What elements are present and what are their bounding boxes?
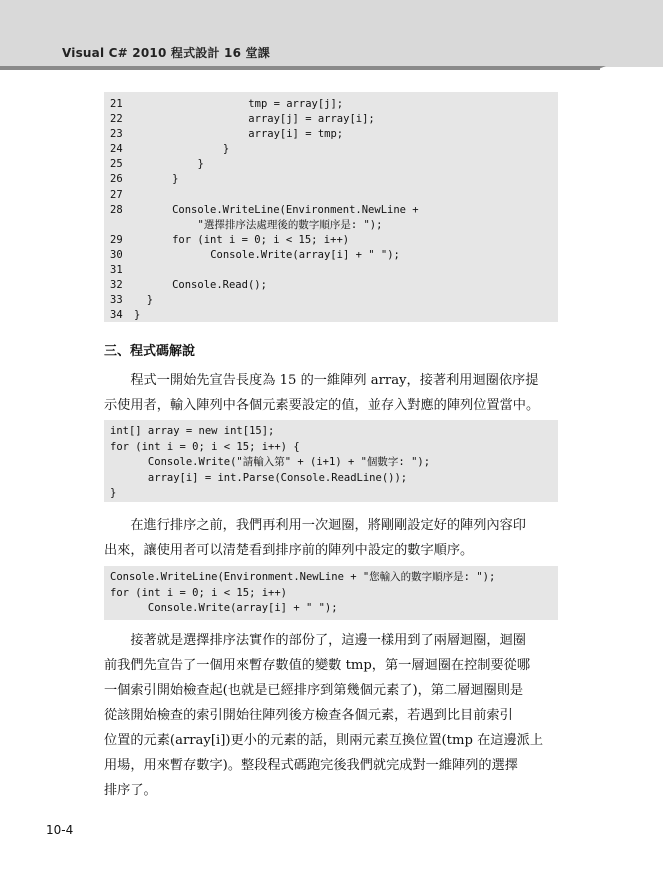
code-line (104, 157, 558, 172)
line-number: 27 (110, 188, 123, 201)
code-line (104, 308, 558, 323)
code-text: array[i] = tmp; (248, 128, 344, 141)
code-line (104, 188, 558, 203)
line-number: 25 (110, 158, 123, 171)
code-line (104, 172, 558, 187)
code-text: } (172, 173, 179, 186)
code-text: Console.Write(array[i] + " "); (210, 248, 400, 261)
line-number: 34 (110, 309, 123, 322)
code-line (104, 293, 558, 308)
code-line (104, 263, 558, 278)
paragraph-line: 接著就是選擇排序法實作的部份了，這邊一樣用到了兩層迴圈，迴圈 (104, 633, 526, 648)
paragraph-line: 用場，用來暫存數字)。整段程式碼跑完後我們就完成對一維陣列的選擇 (104, 758, 518, 773)
code-line: for (int i = 0; i < 15; i++) (110, 586, 288, 599)
code-line: Console.WriteLine(Environment.NewLine + "您輸入的數字順序是: "); (110, 571, 496, 583)
code-text: tmp = array[j]; (248, 98, 344, 110)
code-line: int[] array = new int[15]; (110, 425, 275, 437)
code-text: for (int i = 0; i < 15; i++) (172, 233, 350, 246)
line-number: 24 (110, 143, 123, 156)
line-number: 28 (110, 203, 123, 216)
line-number: 26 (110, 173, 123, 186)
paragraph-line: 出來，讓使用者可以清楚看到排序前的陣列中設定的數字順序。 (104, 543, 474, 558)
code-text: } (197, 158, 204, 171)
code-line (104, 218, 558, 233)
code-line (104, 127, 558, 142)
code-listing (104, 92, 558, 322)
paragraph-line: 從該開始檢查的索引開始往陣列後方檢查各個元素，若遇到比目前索引 (104, 708, 513, 723)
paragraph-line: 前我們先宣告了一個用來暫存數值的變數 tmp，第一層迴圈在控制要從哪 (104, 658, 531, 673)
line-number: 29 (110, 233, 123, 246)
code-text: Console.WriteLine(Environment.NewLine + (172, 203, 419, 216)
code-line (104, 278, 558, 293)
line-number: 22 (110, 113, 123, 126)
line-number: 21 (110, 98, 123, 110)
code-line: Console.Write("請輸入第" + (i+1) + "個數字: "); (110, 456, 431, 468)
line-number: 23 (110, 128, 123, 141)
code-line: Console.Write(array[i] + " "); (110, 602, 338, 614)
line-number: 30 (110, 248, 123, 261)
code-snippet-print-loop (104, 566, 558, 620)
code-text: } (222, 143, 230, 156)
code-line (104, 248, 558, 263)
paragraph-line: 示使用者，輸入陣列中各個元素要設定的值，並存入對應的陣列位置當中。 (104, 398, 540, 413)
section-heading: 三、程式碼解說 (104, 344, 196, 359)
header-rule (0, 66, 600, 70)
code-snippet-input-loop (104, 420, 558, 502)
line-number: 33 (110, 294, 123, 307)
code-line: array[i] = int.Parse(Console.ReadLine()); (110, 471, 408, 484)
code-line (104, 112, 558, 127)
paragraph-line: 位置的元素(array[i])更小的元素的話，則兩元素互換位置(tmp 在這邊派上 (104, 733, 544, 748)
header-rule-tip (596, 66, 606, 70)
line-number: 32 (110, 279, 123, 292)
code-line: for (int i = 0; i < 15; i++) { (110, 440, 300, 453)
code-text: Console.Read(); (172, 279, 267, 292)
code-line (104, 203, 558, 218)
code-line (104, 233, 558, 248)
paragraph-line: 在進行排序之前，我們再利用一次迴圈，將剛剛設定好的陣列內容印 (104, 518, 526, 533)
paragraph-intro (104, 368, 558, 418)
book-title: Visual C# 2010 程式設計 16 堂課 (62, 46, 270, 60)
code-text: "選擇排序法處理後的數字順序是: "); (197, 218, 383, 231)
paragraph-print-before (104, 513, 558, 563)
page-number: 10-4 (46, 823, 74, 837)
code-line (104, 97, 558, 112)
code-text: } (146, 294, 154, 307)
paragraph-selection-sort (104, 628, 558, 803)
paragraph-line: 一個索引開始檢查起(也就是已經排序到第幾個元素了)，第二層迴圈則是 (104, 683, 524, 698)
code-line: } (110, 487, 117, 499)
code-line (104, 142, 558, 157)
paragraph-line: 排序了。 (104, 783, 157, 798)
line-number: 31 (110, 264, 123, 277)
paragraph-line: 程式一開始先宣告長度為 15 的一維陣列 array，接著利用迴圈依序提 (104, 373, 539, 388)
code-text: array[j] = array[i]; (248, 113, 375, 126)
code-text: } (134, 309, 141, 322)
